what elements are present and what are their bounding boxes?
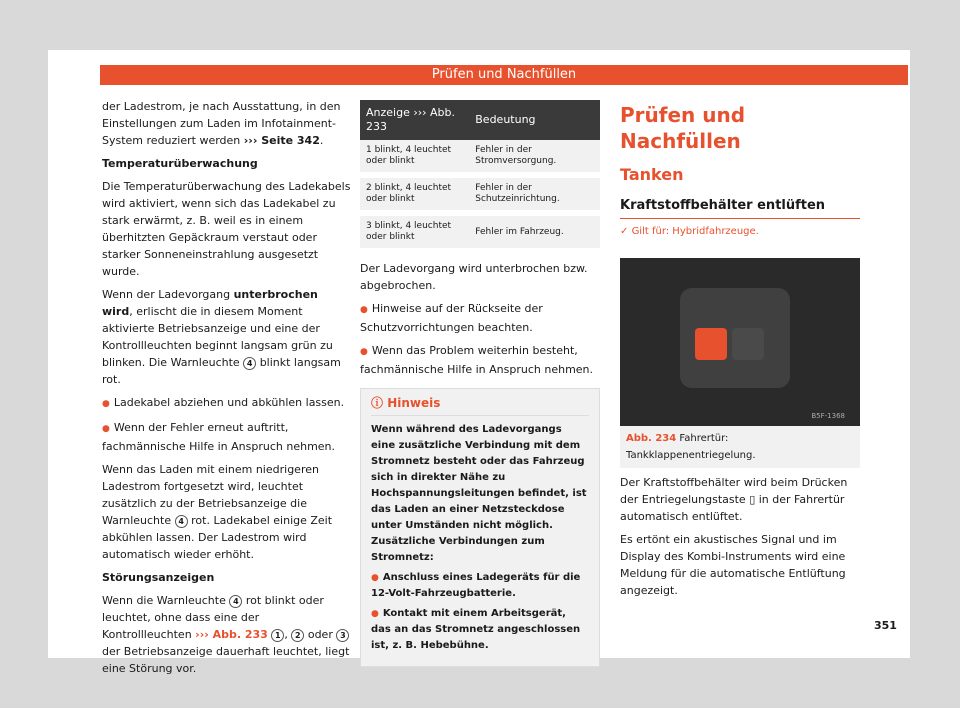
door-photo: [620, 258, 860, 426]
bullet-item: ● Wenn das Problem weiterhin besteht, fachmännische Hilfe in Anspruch nehmen.: [360, 342, 600, 378]
paragraph: Wenn die Warnleuchte 4 rot blinkt oder leuchtet, ohne dass eine der Kontrollleuchten ››› Abb. 233 1 , 2 oder 3 der Betriebsanzeige dauerhaft leuchtet, liegt eine Störung vor.: [102, 594, 350, 675]
paragraph: Die Temperaturüberwachung des Ladekabels wird aktiviert, wenn sich das Ladekabel zu stark erwärmt, z. B. weil es in einem überhitzten Gepäckraum verstaut oder starker Sonneneinstrahlung ausgesetzt wurde.: [102, 180, 351, 278]
page: [48, 50, 910, 675]
bullet-item: ● Ladekabel abziehen und abkühlen lassen.: [102, 394, 352, 413]
note-box: ⓘ Hinweis Wenn während des Ladevorgangs eine zusätzliche Verbindung mit dem Stromnetz besteht oder das Fahrzeug sich in direkter Nähe zu Hochspannungsleitungen befindet, ist das Laden an einer Netzsteckdose unter Umständen nicht möglich. Zusätzliche Verbindungen zum Stromnetz: ● Anschluss eines Ladegeräts für die 12-Volt-Fahrzeugbatterie. ● Kontakt mit einem Arbeitsgerät, das an das Stromnetz angeschlossen ist, z. B. Hebebühne.: [360, 388, 600, 667]
page-number: 351: [874, 619, 897, 632]
photo-code: B5F-1368: [811, 412, 845, 420]
bullet-item: ● Hinweise auf der Rückseite der Schutzvorrichtungen beachten.: [360, 300, 600, 336]
table-row: 2 blinkt, 4 leuchtet oder blinkt Fehler in der Schutzeinrichtung.: [360, 175, 600, 213]
note-title: ⓘ Hinweis: [371, 395, 589, 416]
table-header: Bedeutung: [469, 100, 600, 140]
section-title: Prüfen und Nachfüllen: [620, 103, 746, 153]
info-icon: ⓘ: [371, 396, 384, 410]
table-header: Anzeige ››› Abb. 233: [360, 100, 469, 140]
warning-light-number: 4: [243, 357, 256, 370]
right-column: [620, 98, 860, 605]
indicator-table: [360, 100, 600, 254]
running-header: Prüfen und Nachfüllen: [100, 65, 908, 85]
paragraph: Der Kraftstoffbehälter wird beim Drücken der Entriegelungstaste ▯ in der Fahrertür automatisch entlüftet.: [620, 476, 848, 523]
bullet-item: ● Wenn der Fehler erneut auftritt, fachmännische Hilfe in Anspruch nehmen.: [102, 419, 352, 455]
figure-caption: Abb. 234 Fahrertür: Tankklappenentriegelung.: [620, 426, 860, 468]
middle-column: [360, 100, 600, 667]
table-row: 3 blinkt, 4 leuchtet oder blinkt Fehler im Fahrzeug.: [360, 213, 600, 251]
figure-link[interactable]: ››› Abb. 233: [195, 628, 268, 641]
paragraph: Der Ladevorgang wird unterbrochen bzw. abgebrochen.: [360, 262, 588, 292]
paragraph: Es ertönt ein akustisches Signal und im Display des Kombi-Instruments wird eine Meldung für die automatische Entlüftung angezeigt.: [620, 533, 846, 597]
paragraph: Wenn der Ladevorgang unterbrochen wird, erlischt die in diesem Moment aktivierte Betriebsanzeige und eine der Kontrollleuchten beginnt langsam grün zu blinken. Die Warnleuchte 4 blinkt langsam rot.: [102, 288, 341, 386]
table-row: 1 blinkt, 4 leuchtet oder blinkt Fehler in der Stromversorgung.: [360, 140, 600, 175]
left-column: [102, 98, 352, 683]
paragraph: der Ladestrom, je nach Ausstattung, in den Einstellungen zum Laden im Infotainment-System reduziert werden ››› Seite 342.: [102, 100, 341, 147]
door-switch-image: [620, 258, 860, 426]
paragraph: Wenn das Laden mit einem niedrigeren Ladestrom fortgesetzt wird, leuchtet zusätzlich zu der Betriebsanzeige die Warnleuchte 4 rot. Ladekabel einige Zeit abkühlen lassen. Der Ladestrom wird automatisch wieder erhöht.: [102, 463, 333, 561]
heading-temperature: Temperaturüberwachung: [102, 157, 258, 170]
fuel-door-icon: ▯: [749, 493, 756, 506]
subsection-title: Tanken: [620, 165, 684, 184]
validity-note: ✓ Gilt für: Hybridfahrzeuge.: [620, 226, 759, 237]
heading-errors: Störungsanzeigen: [102, 571, 215, 584]
topic-title: Kraftstoffbehälter entlüften: [620, 197, 860, 219]
